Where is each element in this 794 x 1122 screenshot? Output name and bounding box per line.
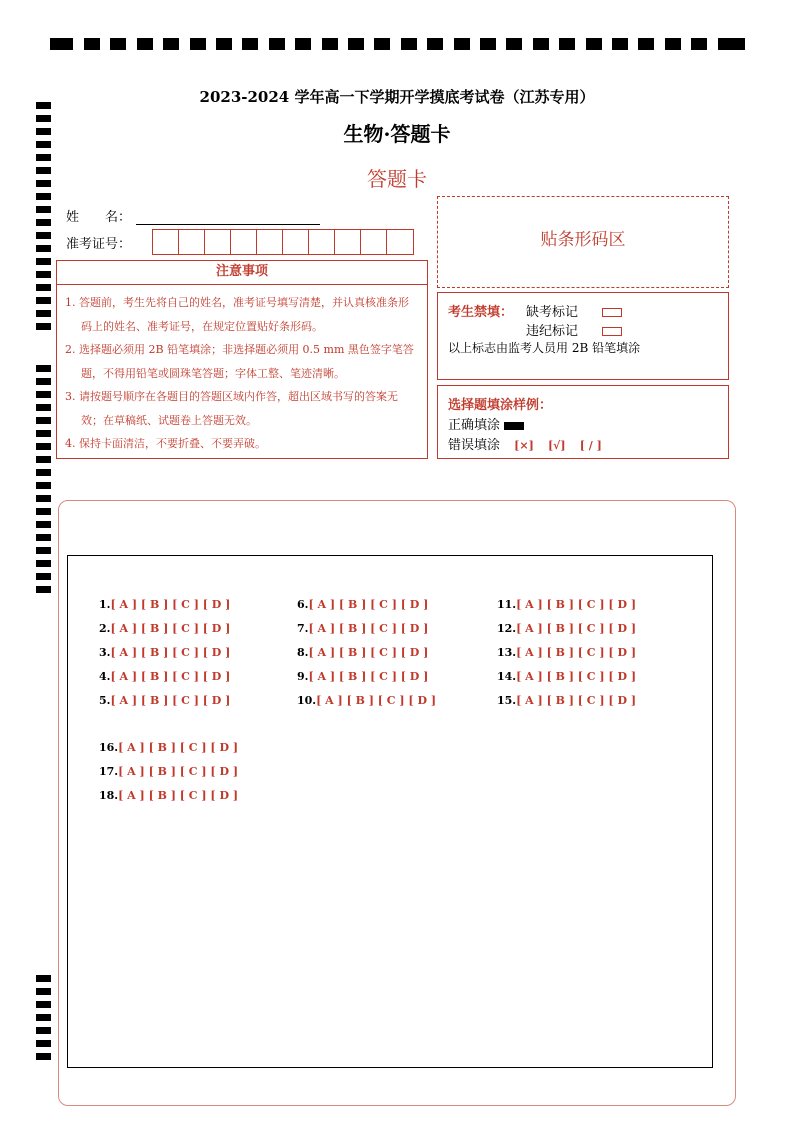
id-digit-box[interactable]: [387, 230, 413, 254]
alignment-mark: [691, 38, 707, 50]
alignment-mark: [454, 38, 470, 50]
proctor-only-label: 考生禁填：: [448, 305, 514, 320]
notice-title: 注意事项: [57, 261, 427, 285]
exam-id-label: 准考证号：: [66, 236, 132, 252]
id-digit-box[interactable]: [309, 230, 335, 254]
alignment-mark: [137, 38, 153, 50]
alignment-mark: [242, 38, 258, 50]
alignment-mark: [721, 38, 745, 50]
alignment-mark: [36, 495, 51, 502]
notice-panel: [56, 260, 428, 459]
alignment-mark: [36, 391, 51, 398]
wrong-fill-cross: [×]: [514, 439, 534, 452]
question-row[interactable]: 4.[ A ] [ B ] [ C ] [ D ]: [99, 670, 231, 683]
id-digit-box[interactable]: [205, 230, 231, 254]
alignment-mark: [36, 1027, 51, 1034]
alignment-mark: [374, 38, 390, 50]
question-row[interactable]: 11.[ A ] [ B ] [ C ] [ D ]: [497, 598, 637, 611]
alignment-mark: [36, 547, 51, 554]
answer-sheet-title: 答题卡: [367, 167, 427, 191]
question-row[interactable]: 13.[ A ] [ B ] [ C ] [ D ]: [497, 646, 637, 659]
alignment-mark: [36, 508, 51, 515]
notice-item: 3. 请按题号顺序在各题目的答题区域内作答，超出区域书写的答案无效；在草稿纸、试题卷上答题无效。: [65, 390, 398, 427]
top-alignment-marks: [50, 38, 745, 52]
absent-mark-label: 缺考标记: [526, 305, 579, 320]
barcode-area: 贴条形码区: [437, 196, 729, 288]
alignment-mark: [36, 430, 51, 437]
alignment-mark: [36, 193, 51, 200]
alignment-mark: [36, 284, 51, 291]
id-digit-box[interactable]: [283, 230, 309, 254]
id-digit-box[interactable]: [335, 230, 361, 254]
notice-item: 1. 答题前，考生先将自己的姓名，准考证号填写清楚，并认真核准条形码上的姓名、准考证号，在规定位置贴好条形码。: [65, 296, 409, 333]
subject-title: 生物·答题卡: [343, 122, 451, 146]
exam-id-boxes[interactable]: [152, 229, 414, 255]
absent-mark-box[interactable]: [602, 308, 622, 317]
alignment-mark: [36, 443, 51, 450]
question-row[interactable]: 12.[ A ] [ B ] [ C ] [ D ]: [497, 622, 637, 635]
alignment-mark: [36, 586, 51, 593]
id-digit-box[interactable]: [153, 230, 179, 254]
alignment-mark: [36, 258, 51, 265]
alignment-mark: [269, 38, 285, 50]
notice-item: 4. 保持卡面清洁，不要折叠、不要弄破。: [65, 437, 266, 450]
alignment-mark: [36, 417, 51, 424]
absent-mark-row: [526, 301, 622, 320]
wrong-fill-check: [√]: [547, 439, 566, 452]
alignment-mark: [36, 521, 51, 528]
id-digit-box[interactable]: [231, 230, 257, 254]
question-row[interactable]: 5.[ A ] [ B ] [ C ] [ D ]: [99, 694, 231, 707]
violation-mark-box[interactable]: [602, 327, 622, 336]
alignment-mark: [36, 560, 51, 567]
alignment-mark: [322, 38, 338, 50]
alignment-mark: [50, 38, 73, 50]
alignment-mark: [638, 38, 654, 50]
id-digit-box[interactable]: [361, 230, 387, 254]
question-row[interactable]: 8.[ A ] [ B ] [ C ] [ D ]: [297, 646, 429, 659]
alignment-mark: [36, 297, 51, 304]
proctor-only-panel: [437, 292, 729, 380]
alignment-mark: [190, 38, 206, 50]
alignment-mark: [401, 38, 417, 50]
alignment-mark: [506, 38, 522, 50]
alignment-mark: [36, 456, 51, 463]
alignment-mark: [36, 469, 51, 476]
alignment-mark: [36, 323, 51, 330]
fill-sample-panel: [437, 385, 729, 459]
alignment-mark: [36, 482, 51, 489]
alignment-mark: [586, 38, 602, 50]
alignment-mark: [427, 38, 443, 50]
alignment-mark: [36, 1001, 51, 1008]
wrong-fill-slash: [ / ]: [579, 439, 602, 452]
alignment-mark: [36, 365, 51, 372]
fill-sample-title: 选择题填涂样例：: [448, 398, 553, 413]
exam-id-row: [66, 229, 414, 255]
alignment-mark: [163, 38, 179, 50]
alignment-mark: [36, 1014, 51, 1021]
alignment-mark: [36, 154, 51, 161]
name-row: [66, 206, 320, 225]
alignment-mark: [348, 38, 364, 50]
question-row[interactable]: 10.[ A ] [ B ] [ C ] [ D ]: [297, 694, 437, 707]
exam-title: 2023-2024 学年高一下学期开学摸底考试卷（江苏专用）: [199, 88, 595, 106]
alignment-mark: [110, 38, 126, 50]
question-row[interactable]: 3.[ A ] [ B ] [ C ] [ D ]: [99, 646, 231, 659]
proctor-note: 以上标志由监考人员用 2B 铅笔填涂: [448, 341, 641, 355]
alignment-mark: [559, 38, 575, 50]
violation-mark-label: 违纪标记: [526, 324, 579, 339]
id-digit-box[interactable]: [179, 230, 205, 254]
question-row[interactable]: 17.[ A ] [ B ] [ C ] [ D ]: [99, 765, 239, 778]
alignment-mark: [36, 988, 51, 995]
alignment-mark: [36, 404, 51, 411]
correct-fill-sample: [504, 422, 524, 430]
alignment-mark: [36, 232, 51, 239]
alignment-mark: [480, 38, 496, 50]
alignment-mark: [36, 219, 51, 226]
violation-mark-row: [526, 320, 622, 339]
alignment-mark: [665, 38, 681, 50]
alignment-mark: [36, 310, 51, 317]
alignment-mark: [36, 573, 51, 580]
alignment-mark: [36, 206, 51, 213]
question-row[interactable]: 14.[ A ] [ B ] [ C ] [ D ]: [497, 670, 637, 683]
correct-fill-row: [448, 414, 524, 433]
question-row[interactable]: 1.[ A ] [ B ] [ C ] [ D ]: [99, 598, 231, 611]
alignment-mark: [36, 534, 51, 541]
correct-fill-label: 正确填涂: [448, 418, 501, 433]
alignment-mark: [36, 975, 51, 982]
alignment-mark: [36, 1040, 51, 1047]
alignment-mark: [295, 38, 311, 50]
alignment-mark: [36, 245, 51, 252]
question-row[interactable]: 18.[ A ] [ B ] [ C ] [ D ]: [99, 789, 239, 802]
question-row[interactable]: 9.[ A ] [ B ] [ C ] [ D ]: [297, 670, 429, 683]
question-row[interactable]: 2.[ A ] [ B ] [ C ] [ D ]: [99, 622, 231, 635]
wrong-fill-row: [448, 434, 602, 453]
alignment-mark: [612, 38, 628, 50]
name-field[interactable]: [136, 209, 320, 225]
alignment-mark: [216, 38, 232, 50]
question-row[interactable]: 6.[ A ] [ B ] [ C ] [ D ]: [297, 598, 429, 611]
alignment-mark: [533, 38, 549, 50]
notice-item: 2. 选择题必须用 2B 铅笔填涂；非选择题必须用 0.5 mm 黑色签字笔答题，不得用铅笔或圆珠笔答题；字体工整、笔迹清晰。: [65, 343, 414, 380]
alignment-mark: [36, 271, 51, 278]
question-row[interactable]: 16.[ A ] [ B ] [ C ] [ D ]: [99, 741, 239, 754]
alignment-mark: [84, 38, 100, 50]
id-digit-box[interactable]: [257, 230, 283, 254]
question-row[interactable]: 7.[ A ] [ B ] [ C ] [ D ]: [297, 622, 429, 635]
alignment-mark: [36, 378, 51, 385]
name-label: 姓 名：: [66, 210, 132, 225]
question-row[interactable]: 15.[ A ] [ B ] [ C ] [ D ]: [497, 694, 637, 707]
alignment-mark: [36, 1053, 51, 1060]
wrong-fill-label: 错误填涂: [448, 438, 501, 453]
